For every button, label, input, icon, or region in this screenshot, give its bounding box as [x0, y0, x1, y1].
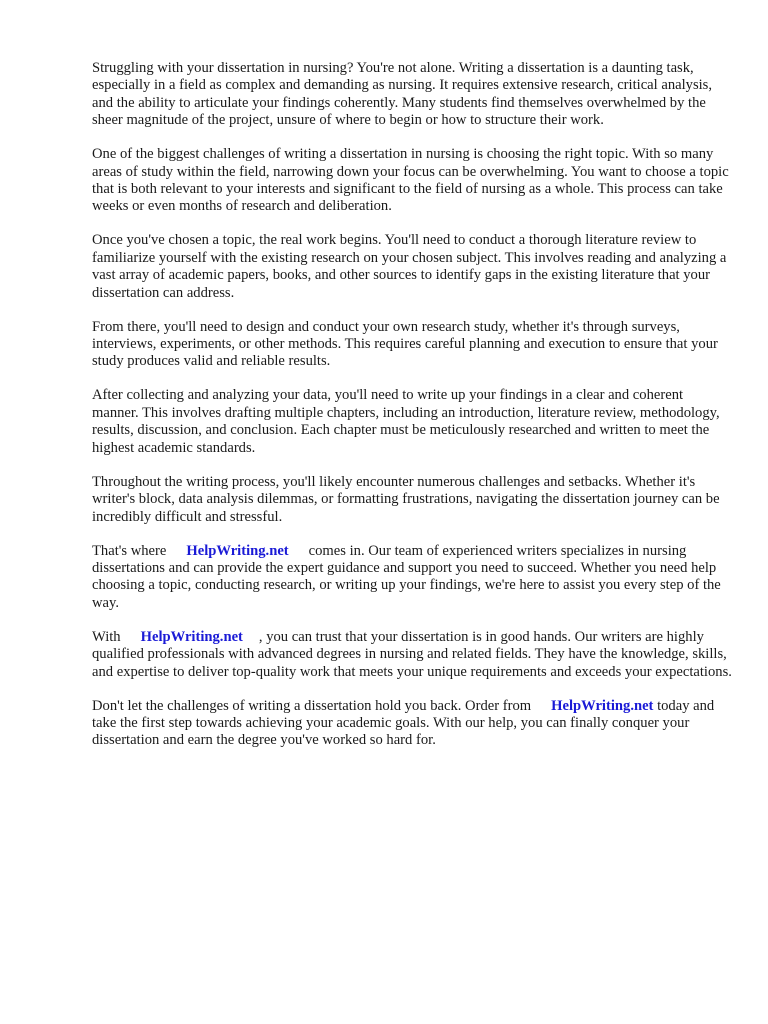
paragraph-4: From there, you'll need to design and conduct your own research study, whether it's through surveys, interviews, experiments, or other methods. This requires careful planning and execution to ensure that your study produces valid and reliable results.: [92, 318, 718, 370]
paragraph-9-rest: today and take the first step towards achieving your academic goals. With our help, you can finally conquer your dissertation and earn the degree you've worked so hard for.: [92, 697, 715, 749]
paragraph-8-rest: , you can trust that your dissertation is in good hands. Our writers are highly qualified professionals with advanced degrees in nursing and related fields. They have the knowledge, skills, and expertise to deliver top-quality work that meets your unique requirements and exceeds your expectations.: [92, 628, 732, 680]
paragraph-9-lead: Don't let the challenges of writing a dissertation hold you back. Order from: [92, 697, 532, 714]
helpwriting-link[interactable]: HelpWriting.net: [140, 628, 243, 645]
paragraph-2: One of the biggest challenges of writing a dissertation in nursing is choosing the right topic. With so many areas of study within the field, narrowing down your focus can be overwhelming. You want to choose a topic that is both relevant to your interests and significant to the field of nursing as a whole. This process can take weeks or even months of research and deliberation.: [92, 146, 729, 215]
document-body: [92, 60, 732, 766]
helpwriting-link[interactable]: HelpWriting.net: [551, 697, 654, 714]
paragraph-3: Once you've chosen a topic, the real work begins. You'll need to conduct a thorough literature review to familiarize yourself with the existing research on your chosen subject. This involves reading and analyzing a vast array of academic papers, books, and other sources to identify gaps in the existing literature that your dissertation can address.: [92, 232, 727, 301]
paragraph-9: [92, 698, 732, 750]
paragraph-7-rest: comes in. Our team of experienced writers specializes in nursing dissertations and can provide the expert guidance and support you need to succeed. Whether you need help choosing a topic, conducting research, or writing up your findings, we're here to assist you every step of the way.: [92, 542, 721, 611]
paragraph-5: After collecting and analyzing your data, you'll need to write up your findings in a clear and coherent manner. This involves drafting multiple chapters, including an introduction, literature review, methodology, results, discussion, and conclusion. Each chapter must be meticulously researched and written to meet the highest academic standards.: [92, 387, 720, 456]
helpwriting-link[interactable]: HelpWriting.net: [186, 542, 289, 559]
paragraph-8: [92, 629, 732, 681]
paragraph-7: [92, 543, 732, 613]
paragraph-6: Throughout the writing process, you'll likely encounter numerous challenges and setbacks. Whether it's writer's block, data analysis dilemmas, or formatting frustrations, navigating the dissertation journey can be incredibly difficult and stressful.: [92, 473, 720, 525]
paragraph-7-lead: That's where: [92, 542, 167, 559]
paragraph-8-lead: With: [92, 628, 121, 645]
paragraph-1: Struggling with your dissertation in nursing? You're not alone. Writing a dissertation is a daunting task, especially in a field as complex and demanding as nursing. It requires extensive research, critical analysis, and the ability to articulate your findings coherently. Many students find themselves overwhelmed by the sheer magnitude of the project, unsure of where to begin or how to structure their work.: [92, 60, 713, 129]
